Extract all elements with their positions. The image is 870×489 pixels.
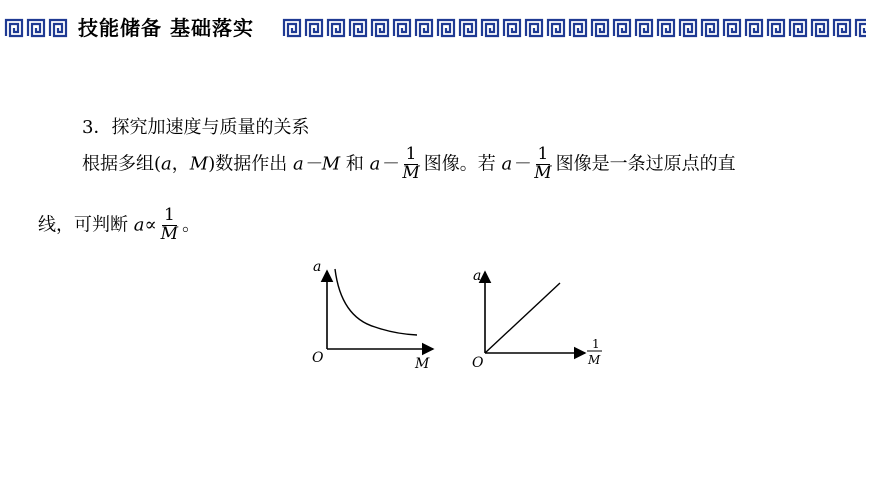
y-axis-label: a [313,259,322,275]
text-fragment: 线，可判断 [38,214,128,236]
graph-a-vs-inverse-M [465,262,610,377]
var-M: M [189,153,209,175]
section-heading: 3．探究加速度与质量的关系 [82,117,310,138]
fret-pattern-right [282,16,866,40]
text-fragment: 。 [182,214,201,236]
fraction-denominator: M [402,162,420,183]
expr-a-M: a－M [292,153,341,175]
fraction-1-over-M [159,207,180,244]
fraction-numerator: 1 [537,144,549,164]
graph-a-vs-M [305,255,440,375]
y-axis-label: a [473,268,482,284]
proportional-line [485,283,560,353]
fraction-denominator: M [160,223,179,244]
proportional-symbol: ∝ [144,214,157,236]
x-axis-label: M [415,356,430,372]
x-axis-label-numerator: 1 [592,337,600,351]
paragraph-line-2 [38,207,200,244]
var-a: a [161,153,172,175]
text-fragment: )数据作出 [208,153,288,175]
fraction-numerator: 1 [163,205,175,225]
var-a: a [133,214,145,236]
fret-pattern-left [4,16,70,40]
text-fragment: ， [171,153,190,175]
origin-label: O [312,350,324,366]
header-title: 技能储备 基础落实 [78,16,254,40]
origin-label: O [472,355,484,371]
paragraph-line-1 [82,146,736,183]
fraction-1-over-M [532,146,553,183]
section-header [0,10,870,46]
expr-a-minus: a－ [501,153,531,175]
hyperbola-curve [335,269,417,335]
text-fragment: 和 [345,153,364,175]
x-axis-label-denominator: M [588,353,601,367]
text-fragment: 图像。若 [423,153,496,175]
expr-a-minus: a－ [369,153,399,175]
text-fragment: 根据多组( [82,153,162,175]
fraction-numerator: 1 [405,144,417,164]
fraction-denominator: M [534,162,552,183]
fraction-1-over-M [400,146,421,183]
text-fragment: 图像是一条过原点的直 [555,153,736,175]
